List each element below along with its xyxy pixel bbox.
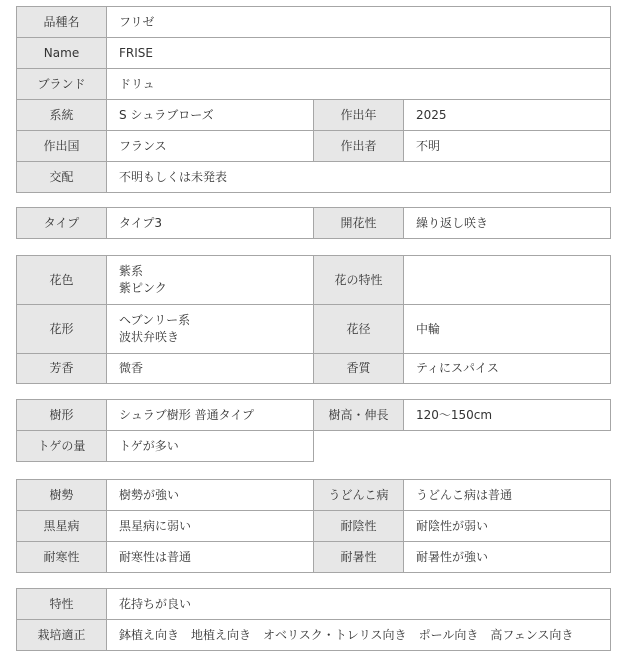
- breeder-value: 不明: [404, 131, 611, 162]
- size-label: 花径: [314, 305, 404, 354]
- vigor-label: 樹勢: [17, 480, 107, 511]
- form-line: 波状弁咲き: [119, 330, 180, 344]
- lineage-value: S シュラブローズ: [107, 100, 314, 131]
- size-value: 中輪: [404, 305, 611, 354]
- suitability-item: 地植え向き: [191, 627, 252, 642]
- trait-value: [404, 256, 611, 305]
- usage-table: [16, 588, 611, 651]
- suitability-item: オベリスク・トレリス向き: [263, 627, 407, 642]
- trait-label: 花の特性: [314, 256, 404, 305]
- plant-table: [16, 399, 611, 462]
- blackspot-value: 黒星病に弱い: [107, 511, 314, 542]
- feature-label: 特性: [17, 589, 107, 620]
- thorns-value: トゲが多い: [107, 431, 314, 462]
- bloom-table: [16, 207, 611, 239]
- flower-table: [16, 255, 611, 384]
- year-label: 作出年: [314, 100, 404, 131]
- color-line: 紫系: [119, 264, 144, 278]
- suitability-item: 高フェンス向き: [490, 627, 574, 642]
- shade-label: 耐陰性: [314, 511, 404, 542]
- breeder-label: 作出者: [314, 131, 404, 162]
- brand-value: ドリュ: [107, 69, 611, 100]
- suitability-value: [107, 620, 611, 651]
- scent-label: 芳香: [17, 354, 107, 384]
- thorns-label: トゲの量: [17, 431, 107, 462]
- color-label: 花色: [17, 256, 107, 305]
- name-label: Name: [17, 38, 107, 69]
- cross-value: 不明もしくは未発表: [107, 162, 611, 193]
- shade-value: 耐陰性が弱い: [404, 511, 611, 542]
- form-line: ヘブンリー系: [119, 313, 191, 327]
- suitability-item: 鉢植え向き: [119, 627, 180, 642]
- scent-type-label: 香質: [314, 354, 404, 384]
- habit-label: 開花性: [314, 208, 404, 239]
- shape-value: シュラブ樹形 普通タイプ: [107, 400, 314, 431]
- suitability-item: ポール向き: [418, 627, 479, 642]
- type-label: タイプ: [17, 208, 107, 239]
- feature-value: 花持ちが良い: [107, 589, 611, 620]
- shape-label: 樹形: [17, 400, 107, 431]
- mildew-label: うどんこ病: [314, 480, 404, 511]
- type-value: タイプ3: [107, 208, 314, 239]
- country-label: 作出国: [17, 131, 107, 162]
- form-label: 花形: [17, 305, 107, 354]
- cross-label: 交配: [17, 162, 107, 193]
- cold-value: 耐寒性は普通: [107, 542, 314, 573]
- heat-value: 耐暑性が強い: [404, 542, 611, 573]
- mildew-value: うどんこ病は普通: [404, 480, 611, 511]
- scent-value: 微香: [107, 354, 314, 384]
- blackspot-label: 黒星病: [17, 511, 107, 542]
- resistance-table: [16, 479, 611, 573]
- lineage-label: 系統: [17, 100, 107, 131]
- suitability-label: 栽培適正: [17, 620, 107, 651]
- scent-type-value: ティにスパイス: [404, 354, 611, 384]
- country-value: フランス: [107, 131, 314, 162]
- year-value: 2025: [404, 100, 611, 131]
- habit-value: 繰り返し咲き: [404, 208, 611, 239]
- color-value: [107, 256, 314, 305]
- name-value: FRISE: [107, 38, 611, 69]
- empty-cell: [314, 431, 611, 462]
- height-value: 120～150cm: [404, 400, 611, 431]
- form-value: [107, 305, 314, 354]
- vigor-value: 樹勢が強い: [107, 480, 314, 511]
- heat-label: 耐暑性: [314, 542, 404, 573]
- basic-info-table: [16, 6, 611, 193]
- variety-value: フリゼ: [107, 7, 611, 38]
- color-line: 紫ピンク: [119, 281, 167, 295]
- height-label: 樹高・伸長: [314, 400, 404, 431]
- variety-label: 品種名: [17, 7, 107, 38]
- cold-label: 耐寒性: [17, 542, 107, 573]
- brand-label: ブランド: [17, 69, 107, 100]
